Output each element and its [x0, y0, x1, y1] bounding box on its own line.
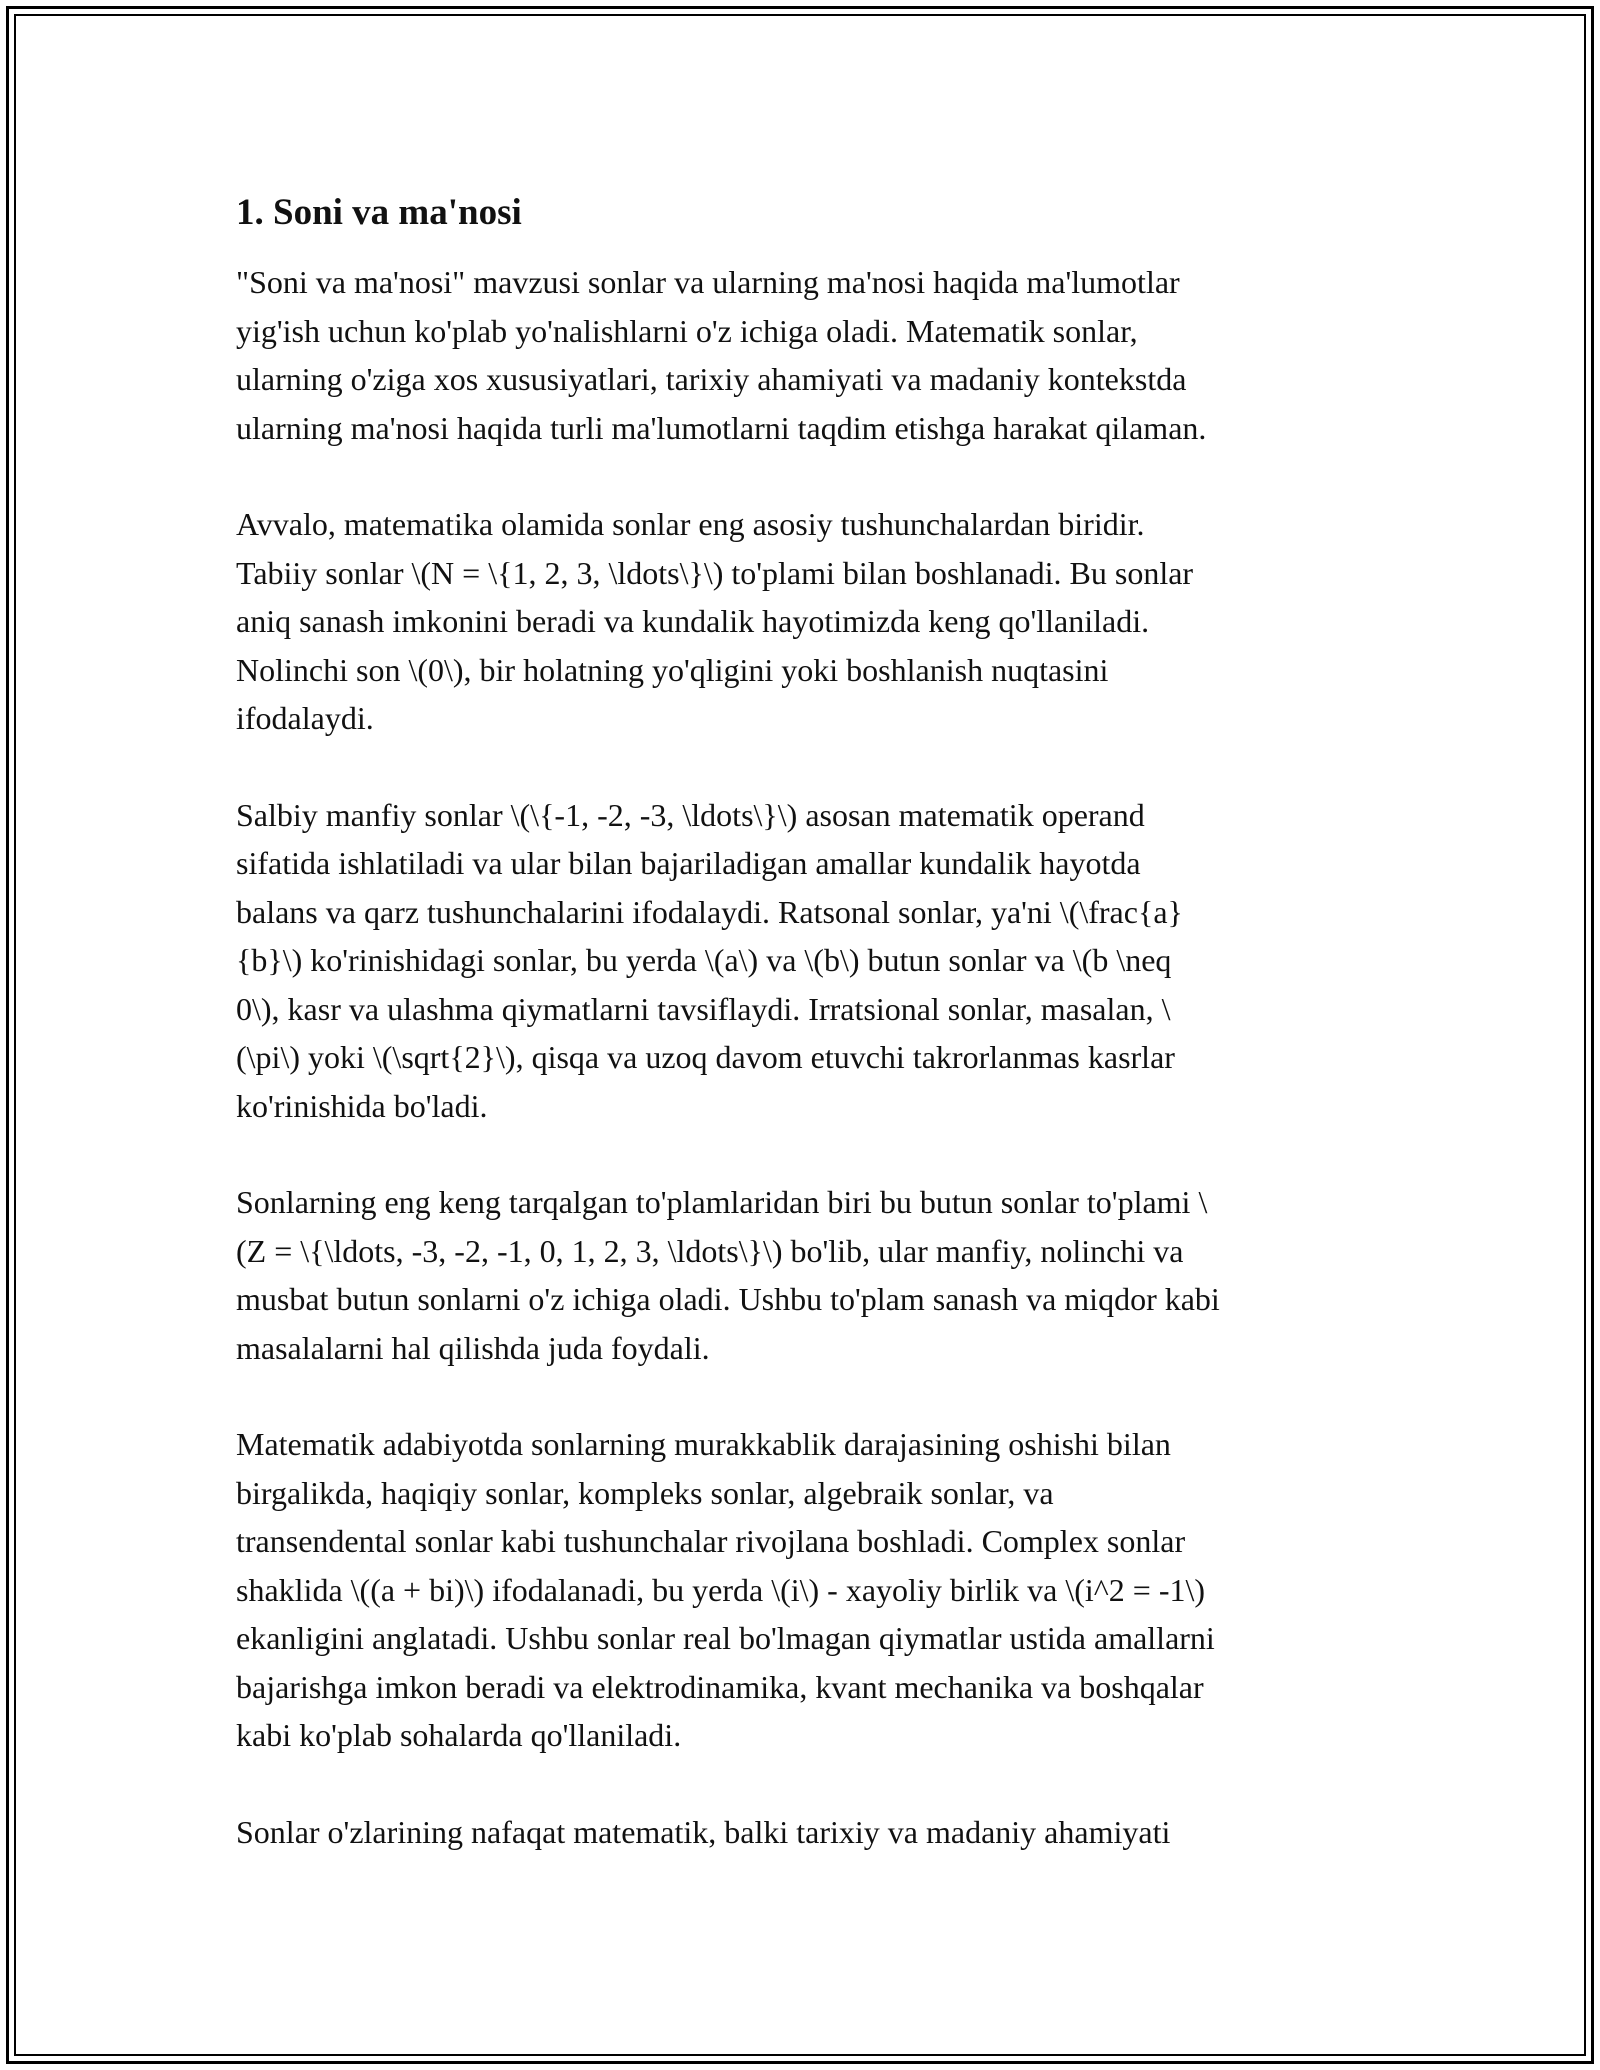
text-line: kabi ko'plab sohalarda qo'llaniladi.	[236, 1717, 682, 1753]
text-line: 0\), kasr va ulashma qiymatlarni tavsiflaydi. Irratsional sonlar, masalan, \	[236, 990, 1171, 1027]
paragraph	[236, 1808, 1370, 1857]
text-line: Tabiiy sonlar \(N = \{1, 2, 3, \ldots\}\) to'plami bilan boshlanadi. Bu sonlar	[236, 554, 1194, 591]
text-line: ekanligini anglatadi. Ushbu sonlar real bo'lmagan qiymatlar ustida amallarni	[236, 1620, 1215, 1656]
text-line: sifatida ishlatiladi va ular bilan bajariladigan amallar kundalik hayotda	[236, 845, 1141, 881]
text-line: ifodalaydi.	[236, 700, 374, 736]
text-line: masalalarni hal qilishda juda foydali.	[236, 1329, 710, 1366]
text-line: musbat butun sonlarni o'z ichiga oladi. Ushbu to'plam sanash va miqdor kabi	[236, 1281, 1220, 1317]
document-body	[236, 186, 1370, 1856]
text-line: yig'ish uchun ko'plab yo'nalishlarni o'z ichiga oladi. Matematik sonlar,	[236, 312, 1138, 349]
text-line: ularning o'ziga xos xususiyatlari, tarixiy ahamiyati va madaniy kontekstda	[236, 361, 1187, 397]
text-line: {b}\) ko'rinishidagi sonlar, bu yerda \(a\) va \(b\) butun sonlar va \(b \neq	[236, 942, 1172, 978]
text-line: Sonlarning eng keng tarqalgan to'plamlaridan biri bu butun sonlar to'plami \	[236, 1184, 1208, 1220]
text-line: (\pi\) yoki \(\sqrt{2}\), qisqa va uzoq davom etuvchi takrorlanmas kasrlar	[236, 1039, 1175, 1075]
text-line: bajarishga imkon beradi va elektrodinamika, kvant mechanika va boshqalar	[236, 1668, 1204, 1705]
text-line: Nolinchi son \(0\), bir holatning yo'qligini yoki boshlanish nuqtasini	[236, 651, 1109, 688]
paragraph	[236, 500, 1370, 743]
text-line: Salbiy manfiy sonlar \(\{-1, -2, -3, \ldots\}\) asosan matematik operand	[236, 796, 1145, 833]
paragraph	[236, 791, 1370, 1131]
text-line: shaklida \((a + bi)\) ifodalanadi, bu yerda \(i\) - xayoliy birlik va \(i^2 = -1\)	[236, 1571, 1206, 1608]
text-line: ularning ma'nosi haqida turli ma'lumotlarni taqdim etishga harakat qilaman.	[236, 409, 1207, 446]
text-line: birgalikda, haqiqiy sonlar, kompleks sonlar, algebraik sonlar, va	[236, 1474, 1054, 1511]
text-line: aniq sanash imkonini beradi va kundalik hayotimizda keng qo'llaniladi.	[236, 603, 1150, 639]
section-heading: 1. Soni va ma'nosi	[236, 192, 522, 233]
text-line: balans va qarz tushunchalarini ifodalaydi. Ratsonal sonlar, ya'ni \(\frac{a}	[236, 893, 1183, 930]
paragraph	[236, 1178, 1370, 1372]
text-line: "Soni va ma'nosi" mavzusi sonlar va ularning ma'nosi haqida ma'lumotlar	[236, 264, 1180, 300]
text-line: (Z = \{\ldots, -3, -2, -1, 0, 1, 2, 3, \ldots\}\) bo'lib, ular manfiy, nolinchi va	[236, 1232, 1184, 1269]
text-line: Matematik adabiyotda sonlarning murakkablik darajasining oshishi bilan	[236, 1426, 1171, 1462]
text-line: Sonlar o'zlarining nafaqat matematik, balki tarixiy va madaniy ahamiyati	[236, 1813, 1171, 1850]
paragraph	[236, 1420, 1370, 1760]
text-line: ko'rinishida bo'ladi.	[236, 1087, 488, 1124]
paragraph	[236, 258, 1370, 452]
paragraph-list	[236, 258, 1370, 1856]
text-line: Avvalo, matematika olamida sonlar eng asosiy tushunchalardan biridir.	[236, 506, 1145, 542]
text-line: transendental sonlar kabi tushunchalar rivojlana boshladi. Complex sonlar	[236, 1523, 1186, 1559]
